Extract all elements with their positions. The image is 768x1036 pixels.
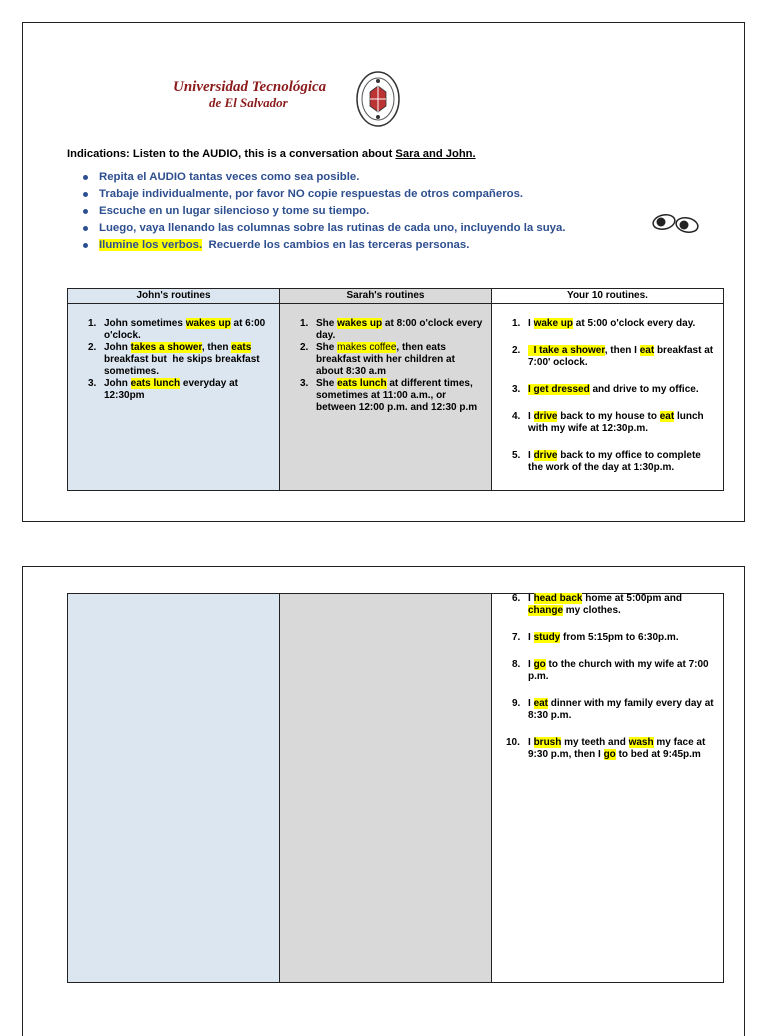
routine-item	[492, 318, 723, 330]
routine-item	[68, 318, 279, 342]
routine-text: She	[316, 378, 338, 389]
routine-text: She	[316, 318, 338, 329]
routine-text: I	[528, 593, 534, 604]
your-column	[492, 289, 723, 490]
routine-item	[492, 698, 723, 722]
routine-text: at different times, sometimes at 11:00 a.m., or between 12:00 p.m. and 12:30 p.m	[316, 378, 478, 413]
university-logo	[133, 65, 423, 145]
routine-item	[492, 593, 723, 617]
routine-item	[68, 342, 279, 378]
highlighted-verb: change	[528, 605, 564, 616]
highlighted-verb: go	[533, 659, 546, 670]
highlighted-verb: eats lunch	[130, 378, 181, 389]
routine-number: 3.	[300, 378, 309, 389]
highlighted-verb: brush	[533, 737, 562, 748]
routine-text: home at 5:00pm and	[582, 593, 685, 604]
routines-table-continued	[67, 593, 724, 983]
highlighted-verb: eat	[639, 345, 655, 356]
instruction-item: Ilumine los verbos. Recuerde los cambios en las terceras personas.	[81, 237, 566, 254]
routine-text: I	[528, 318, 534, 329]
highlighted-verb: wake up	[533, 318, 574, 329]
routine-text: my clothes.	[563, 605, 621, 616]
routine-text: and drive to my office.	[589, 384, 699, 395]
routine-text: dinner with my family every day at 8:30 p.m.	[528, 698, 717, 721]
indications-text: Indications: Listen to the AUDIO, this is a conversation about Sara and John.	[67, 148, 476, 160]
column-header: Your 10 routines.	[492, 289, 723, 304]
university-seal-icon	[355, 70, 401, 128]
routine-text: She	[316, 342, 338, 353]
routine-number: 4.	[512, 411, 521, 422]
routine-text: back to my office to complete the work of the day at 1:30p.m.	[528, 450, 704, 473]
highlighted-verb: eat	[659, 411, 675, 422]
routine-text: I	[528, 698, 534, 709]
highlighted-verb: drive	[533, 450, 558, 461]
routine-item	[492, 384, 723, 396]
highlighted-verb: head back	[533, 593, 583, 604]
highlighted-instruction: Ilumine los verbos.	[99, 239, 203, 251]
your-routines-list-continued	[492, 593, 723, 761]
routine-number: 2.	[512, 345, 521, 356]
routine-number: 3.	[88, 378, 97, 389]
your-routines-list	[492, 304, 723, 474]
routine-text: lunch with my wife at 12:30p.m.	[528, 411, 707, 434]
indications-underlined: Sara and John.	[395, 148, 476, 160]
routine-item	[492, 659, 723, 683]
highlighted-verb: I take a shower	[528, 345, 605, 356]
routine-text: , then eats breakfast with her children at about 8:30 a.m	[316, 342, 458, 377]
routine-number: 6.	[512, 593, 521, 604]
routine-item	[492, 411, 723, 435]
logo-line-1: Universidad Tecnológica	[173, 79, 327, 95]
john-column	[68, 594, 280, 982]
routine-text: at 5:00 o'clock every day.	[573, 318, 696, 329]
routine-number: 1.	[512, 318, 521, 329]
column-header: Sarah's routines	[280, 289, 491, 304]
your-column	[492, 594, 723, 982]
document-page-2	[22, 566, 745, 1036]
instruction-item: Trabaje individualmente, por favor NO copie respuestas de otros compañeros.	[81, 186, 566, 203]
instruction-item: Repita el AUDIO tantas veces como sea posible.	[81, 169, 566, 186]
routine-text: at 6:00 o'clock.	[104, 318, 268, 341]
routine-text: I	[528, 450, 534, 461]
routine-text: John sometimes	[104, 318, 186, 329]
routine-number: 3.	[512, 384, 521, 395]
instructions-list	[81, 169, 566, 254]
logo-line-2: de El Salvador	[209, 94, 288, 110]
highlighted-verb: study	[533, 632, 561, 643]
routine-item	[280, 378, 491, 414]
highlighted-verb: eats lunch	[337, 378, 387, 389]
routine-text: John	[104, 378, 131, 389]
routine-item	[492, 737, 723, 761]
routine-number: 1.	[300, 318, 309, 329]
routine-text: I	[528, 411, 534, 422]
routine-number: 8.	[512, 659, 521, 670]
routine-number: 1.	[88, 318, 97, 329]
routine-text: I	[528, 632, 534, 643]
highlighted-verb: wash	[628, 737, 654, 748]
routine-number: 2.	[88, 342, 97, 353]
routine-text: breakfast but he skips breakfast sometimes.	[104, 342, 263, 377]
routine-text: , then	[201, 342, 232, 353]
john-column	[68, 289, 280, 490]
routine-text: , then I	[604, 345, 640, 356]
routines-table	[67, 288, 724, 491]
routine-text: everyday at 12:30pm	[104, 378, 241, 401]
routine-item	[492, 345, 723, 369]
sarah-column	[280, 289, 492, 490]
highlighted-verb: wakes up	[337, 318, 383, 329]
eyes-icon	[650, 211, 702, 237]
john-routines-list	[68, 304, 279, 402]
routine-item	[492, 450, 723, 474]
sarah-routines-list	[280, 304, 491, 414]
sarah-column	[280, 594, 492, 982]
routine-number: 9.	[512, 698, 521, 709]
routine-text: I	[528, 737, 534, 748]
highlighted-verb: eat	[533, 698, 549, 709]
routine-text: my teeth and	[561, 737, 629, 748]
routine-number: 10.	[506, 737, 520, 748]
highlighted-verb: eats	[231, 342, 252, 353]
routine-text: from 5:15pm to 6:30p.m.	[560, 632, 679, 643]
highlighted-verb: go	[603, 749, 616, 760]
document-page-1	[22, 22, 745, 522]
routine-item	[280, 342, 491, 378]
routine-number: 2.	[300, 342, 309, 353]
routine-text: to bed at 9:45p.m	[615, 749, 701, 760]
routine-item	[68, 378, 279, 402]
routine-number: 5.	[512, 450, 521, 461]
routine-item	[492, 632, 723, 644]
instruction-item: Luego, vaya llenando las columnas sobre las rutinas de cada uno, incluyendo la suya.	[81, 220, 566, 237]
routine-text: to the church with my wife at 7:00 p.m.	[528, 659, 712, 682]
highlighted-verb: takes a shower	[130, 342, 202, 353]
routine-text: my face at 9:30 p.m, then I	[528, 737, 709, 760]
instruction-item: Escuche en un lugar silencioso y tome su tiempo.	[81, 203, 566, 220]
highlighted-verb: makes coffee	[337, 342, 397, 353]
routine-text: at 8:00 o'clock every day.	[316, 318, 486, 341]
highlighted-verb: drive	[533, 411, 558, 422]
routine-text: John	[104, 342, 131, 353]
highlighted-verb: wakes up	[185, 318, 231, 329]
highlighted-verb: I get dressed	[528, 384, 590, 395]
column-header: John's routines	[68, 289, 279, 304]
routine-text: breakfast at 7:00' oclock.	[528, 345, 716, 368]
routine-text: back to my house to	[557, 411, 660, 422]
routine-number: 7.	[512, 632, 521, 643]
routine-item	[280, 318, 491, 342]
routine-text: I	[528, 659, 534, 670]
